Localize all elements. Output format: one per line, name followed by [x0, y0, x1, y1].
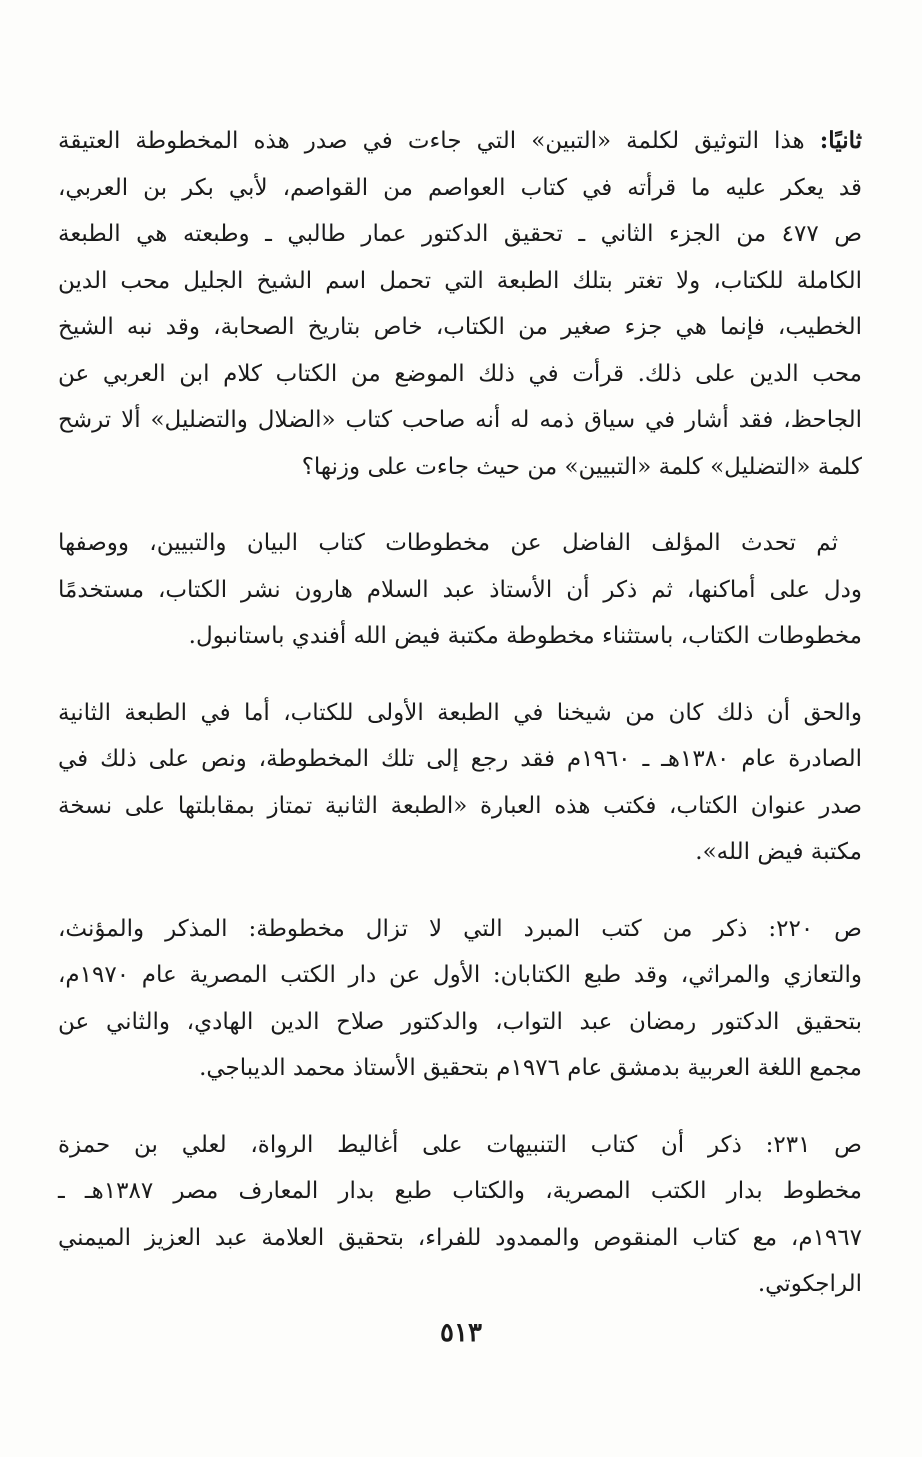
text-line: ١٩٦٧م، مع كتاب المنقوص والممدود للفراء، بتحقيق العلامة عبد العزيز الميمني	[58, 1224, 862, 1251]
text-line: مجمع اللغة العربية بدمشق عام ١٩٧٦م بتحقيق الأستاذ محمد الديباجي.	[199, 1055, 862, 1081]
page-number: ٥١٣	[440, 1318, 482, 1348]
text-line: صدر عنوان الكتاب، فكتب هذه العبارة «الطبعة الثانية تمتاز بمقابلتها على نسخة	[58, 792, 862, 819]
text-line: الكاملة للكتاب، ولا تغتر بتلك الطبعة التي تحمل اسم الشيخ الجليل محب الدين	[58, 267, 862, 294]
text-line: مخطوط بدار الكتب المصرية، والكتاب طبع بدار المعارف مصر ١٣٨٧هـ ـ	[58, 1178, 862, 1204]
text-line: ودل على أماكنها، ثم ذكر أن الأستاذ عبد السلام هارون نشر الكتاب، مستخدمًا	[58, 576, 862, 603]
text-line: والحق أن ذلك كان من شيخنا في الطبعة الأولى للكتاب، أما في الطبعة الثانية	[58, 699, 862, 726]
text-line: بتحقيق الدكتور رمضان عبد التواب، والدكتور صلاح الدين الهادي، والثاني عن	[58, 1008, 862, 1035]
text-line: الصادرة عام ١٣٨٠هـ ـ ١٩٦٠م فقد رجع إلى تلك المخطوطة، ونص على ذلك في	[58, 746, 862, 772]
paragraph-3	[58, 690, 862, 876]
body-text	[58, 118, 862, 1338]
text-line: الراجكوتي.	[757, 1271, 862, 1297]
paragraph-5	[58, 1122, 862, 1308]
text-line: الجاحظ، فقد أشار في سياق ذمه له أنه صاحب كتاب «الضلال والتضليل» ألا ترشح	[58, 407, 862, 433]
text-line: ص ٢٢٠: ذكر من كتب المبرد التي لا تزال مخطوطة: المذكر والمؤنث،	[58, 915, 862, 942]
text-line: ص ٢٣١: ذكر أن كتاب التنبيهات على أغاليط الرواة، لعلي بن حمزة	[58, 1131, 862, 1158]
text-line: قد يعكر عليه ما قرأته في كتاب العواصم من القواصم، لأبي بكر بن العربي،	[58, 174, 862, 201]
paragraph-lead: ثانيًا:	[819, 127, 862, 154]
text-line: والتعازي والمراثي، وقد طبع الكتابان: الأول عن دار الكتب المصرية عام ١٩٧٠م،	[58, 962, 862, 988]
paragraph-2	[58, 520, 862, 660]
text-line: محب الدين على ذلك. قرأت في ذلك الموضع من الكتاب كلام ابن العربي عن	[58, 360, 862, 387]
paragraph-1	[58, 118, 862, 490]
text-line: مخطوطات الكتاب، باستثناء مخطوطة مكتبة فيض الله أفندي باستانبول.	[188, 623, 862, 649]
text-line: ثانيًا: هذا التوثيق لكلمة «التبين» التي جاءت في صدر هذه المخطوطة العتيقة	[58, 127, 862, 154]
text-line: ص ٤٧٧ من الجزء الثاني ـ تحقيق الدكتور عمار طالبي ـ وطبعته هي الطبعة	[58, 221, 862, 247]
text-line: الخطيب، فإنما هي جزء صغير من الكتاب، خاص بتاريخ الصحابة، وقد نبه الشيخ	[58, 314, 862, 340]
paragraph-4	[58, 906, 862, 1092]
text-line: ثم تحدث المؤلف الفاضل عن مخطوطات كتاب البيان والتبيين، ووصفها	[58, 530, 838, 556]
text-line: كلمة «التضليل» كلمة «التبيين» من حيث جاءت على وزنها؟	[301, 453, 862, 480]
text-line: مكتبة فيض الله».	[695, 839, 862, 865]
